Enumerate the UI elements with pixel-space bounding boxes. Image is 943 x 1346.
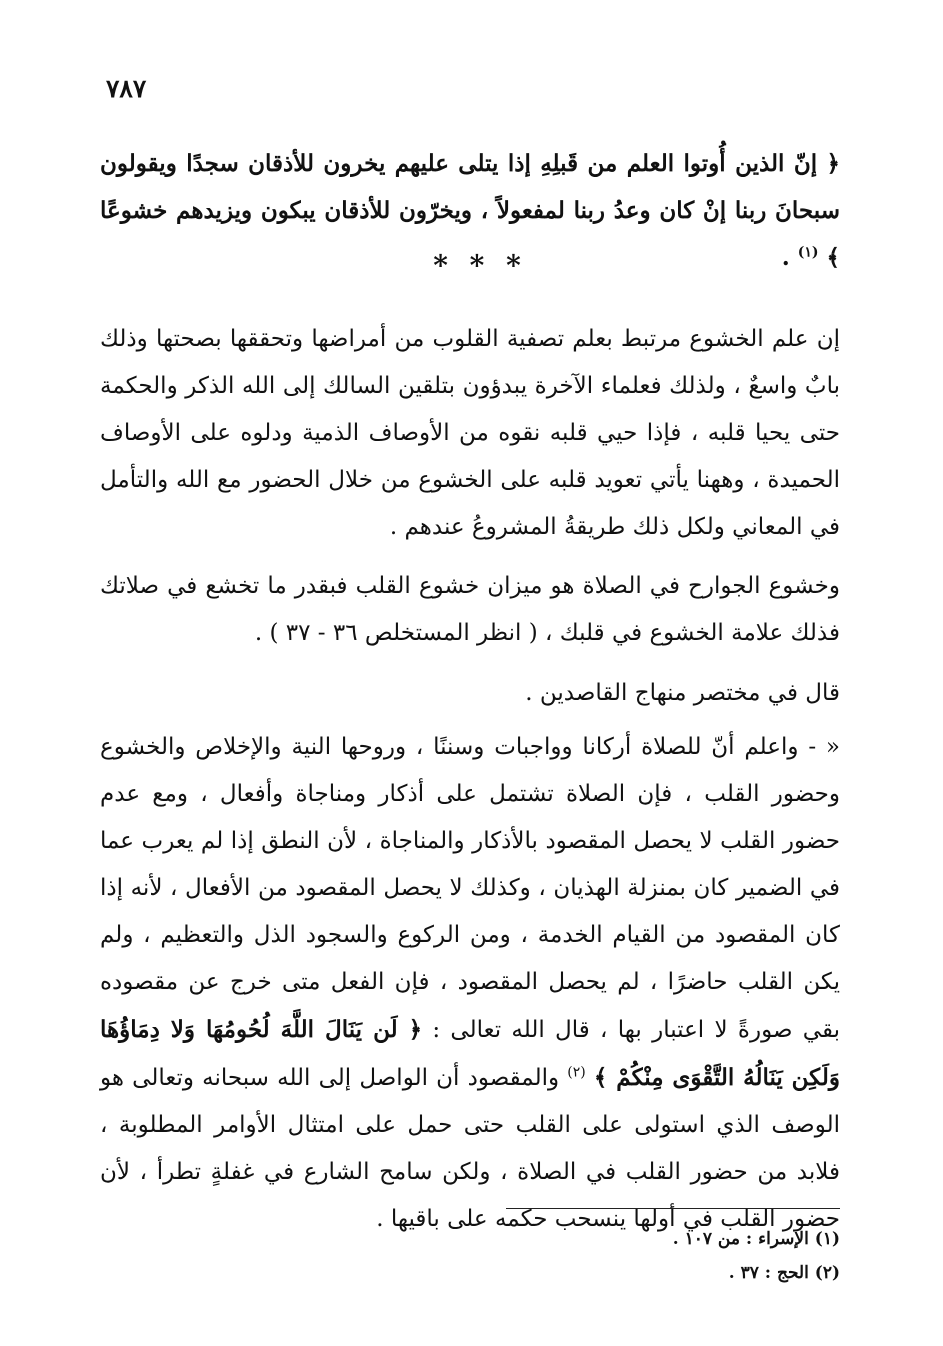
page-number: ٧٨٧ [106, 74, 147, 103]
paragraph-khushu-science: إن علم الخشوع مرتبط بعلم تصفية القلوب من أمراضها وتحققها بصحتها وذلك بابٌ واسعٌ ، ولذلك فعلماء الآخرة يبدؤون بتلقين السالك إلى الله الذكر والحكمة حتى يحيا قلبه ، فإذا حيي قلبه نقوه من الأوصاف الذمية ودلوه على الأوصاف الحميدة ، وههنا يأتي تعويد قلبه على الخشوع من خلال الحضور مع الله والتأمل في المعاني ولكل ذلك طريقةُ المشروعُ عندهم . [100, 326, 841, 540]
verse-text: إنّ الذين أُوتوا العلم من قَبلِهِ إذا يتلى عليهم يخرون للأذقان سجدًا ويقولون سبحانَ ربنا إنْ كان وعدُ ربنا لمفعولاً ، ويخرّون للأذقان يبكون ويزيدهم خشوعًا [100, 150, 840, 224]
paragraph-prayer-quote [100, 724, 840, 1243]
quote-text-part-2: والمقصود أن الواصل إلى الله سبحانه وتعالى هو الوصف الذي استولى على القلب حتى حمل على امتثال الأوامر المطلوبة ، فلابد من حضور القلب في الصلاة ، ولكن سامح الشارع في غفلةٍ تطرأ ، لأن حضور القلب في أولها ينسحب حكمه على باقيها . [100, 1065, 840, 1232]
quran-footnote-ref: (٢) [567, 1064, 586, 1081]
verse-end: . [781, 244, 798, 271]
footnote-2: (٢) الحج : ٣٧ . [728, 1263, 840, 1283]
footnote-divider [506, 1208, 840, 1209]
verse-footnote-ref: (١) [797, 244, 819, 261]
verse-open-bracket: ﴿ [826, 150, 840, 177]
section-separator: * * * [433, 249, 527, 282]
verse-close-bracket: ﴾ [826, 244, 840, 271]
footnote-1: (١) الإسراء : من ١٠٧ . [672, 1229, 840, 1249]
paragraph-quote-intro: قال في مختصر منهاج القاصدين . [525, 680, 840, 706]
quote-text-part-1: « - واعلم أنّ للصلاة أركانا وواجبات وسننًا ، وروحها النية والإخلاص والخشوع وحضور القلب ، فإن الصلاة تشتمل على أذكار ومناجاة وأفعال ، ومع عدم حضور القلب لا يحصل المقصود بالأذكار والمناجاة ، لأن النطق إذا لم يعرب عما في الضمير كان بمنزلة الهذيان ، وكذلك لا يحصل المقصود من الأفعال ، لأنه إذا كان المقصود من القيام الخدمة ، ومن الركوع والسجود الذل والتعظيم ، ولم يكن القلب حاضرًا ، لم يحصل المقصود ، فإن الفعل متى خرج عن مقصوده بقي صورةً لا اعتبار بها ، قال الله تعالى : [100, 734, 841, 1043]
quran-quote: ﴿ لَن يَنَالَ اللَّهَ لُحُومُهَا وَلا دِمَاؤُهَا وَلَكِن يَنَالُهُ التَّقْوَى مِنْكُمْ ﴾ [100, 1016, 841, 1091]
paragraph-limbs-khushu: وخشوع الجوارح في الصلاة هو ميزان خشوع القلب فبقدر ما تخشع في صلاتك فذلك علامة الخشوع في قلبك ، ( انظر المستخلص ٣٦ - ٣٧ ) . [100, 573, 840, 646]
footnotes [506, 1222, 840, 1290]
